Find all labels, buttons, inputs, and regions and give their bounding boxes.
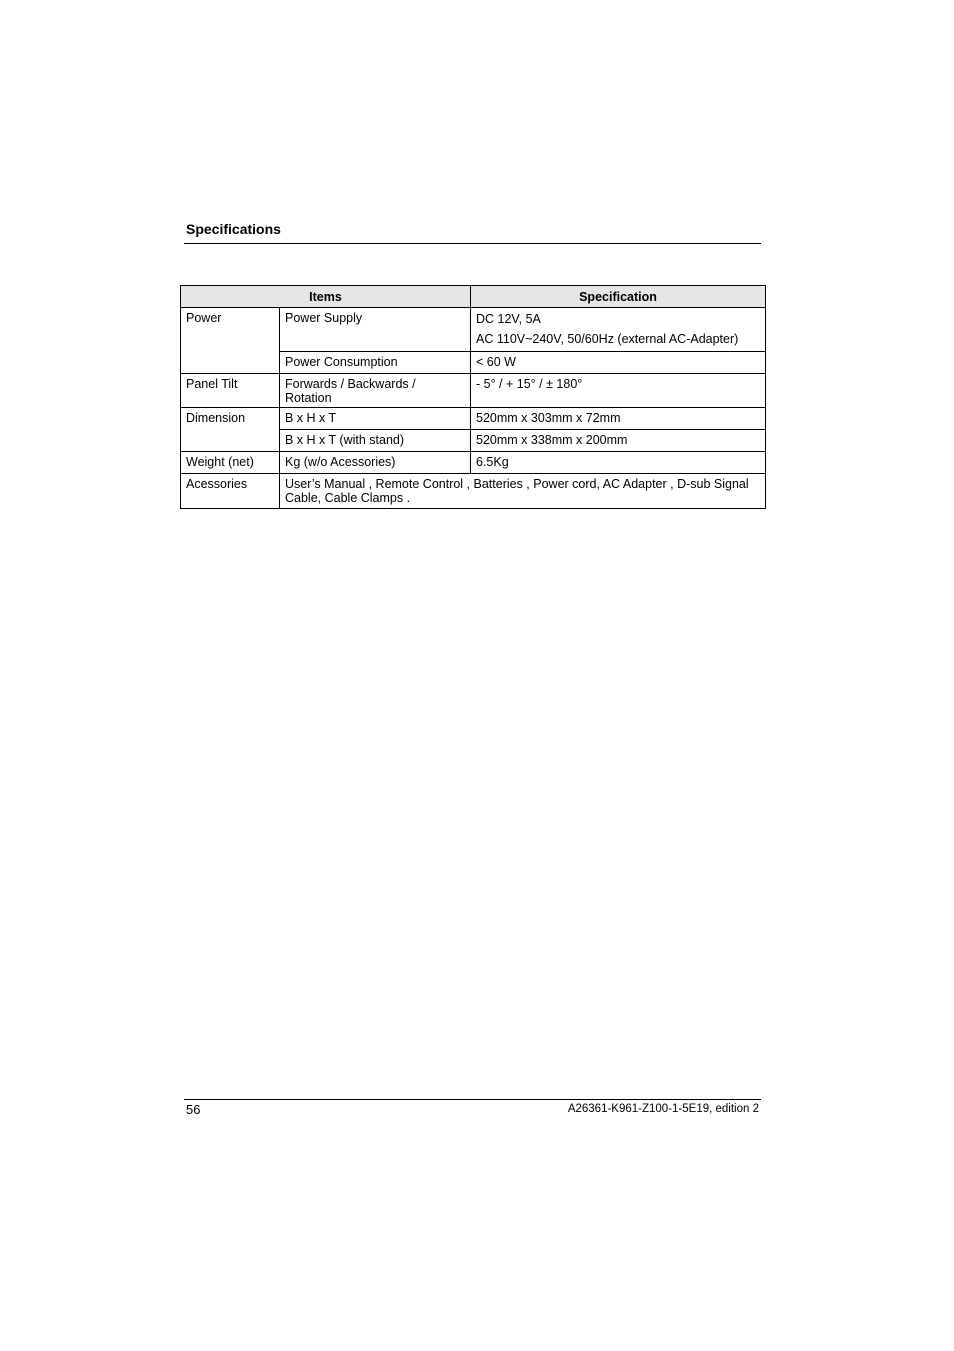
table-row	[181, 408, 766, 430]
cell-power-supply-ac: AC 110V~240V, 50/60Hz (external AC-Adapter)	[471, 330, 766, 352]
cell-power-consumption: Power Consumption	[280, 352, 471, 374]
table-row	[181, 474, 766, 509]
cell-dimension-2: B x H x T (with stand)	[280, 430, 471, 452]
header-items: Items	[181, 286, 471, 308]
section-title: Specifications	[186, 221, 281, 237]
cell-dimension-1: B x H x T	[280, 408, 471, 430]
table-row	[181, 308, 766, 331]
cell-weight: Kg (w/o Acessories)	[280, 452, 471, 474]
specifications-table	[180, 285, 766, 509]
document-id: A26361-K961-Z100-1-5E19, edition 2	[567, 1103, 759, 1115]
header-specification: Specification	[471, 286, 766, 308]
cell-power-consumption-value: < 60 W	[471, 352, 766, 374]
row-label-weight: Weight (net)	[181, 452, 280, 474]
page-number: 56	[186, 1102, 201, 1117]
cell-accessories-value: User’s Manual , Remote Control , Batteries , Power cord, AC Adapter , D-sub Signal Cable, Cable Clamps .	[280, 474, 766, 509]
cell-panel-tilt-value: - 5° / + 15° / ± 180°	[471, 374, 766, 408]
cell-dimension-1-value: 520mm x 303mm x 72mm	[471, 408, 766, 430]
cell-power-supply-dc: DC 12V, 5A	[471, 308, 766, 331]
row-label-dimension: Dimension	[181, 408, 280, 452]
header-divider	[184, 243, 761, 244]
row-label-panel-tilt: Panel Tilt	[181, 374, 280, 408]
footer-divider	[184, 1099, 761, 1100]
cell-panel-tilt: Forwards / Backwards / Rotation	[280, 374, 471, 408]
cell-power-supply: Power Supply	[280, 308, 471, 352]
cell-dimension-2-value: 520mm x 338mm x 200mm	[471, 430, 766, 452]
table-header-row	[181, 286, 766, 308]
row-label-accessories: Acessories	[181, 474, 280, 509]
cell-weight-value: 6.5Kg	[471, 452, 766, 474]
row-label-power: Power	[181, 308, 280, 374]
table-row	[181, 374, 766, 408]
table-row	[181, 452, 766, 474]
